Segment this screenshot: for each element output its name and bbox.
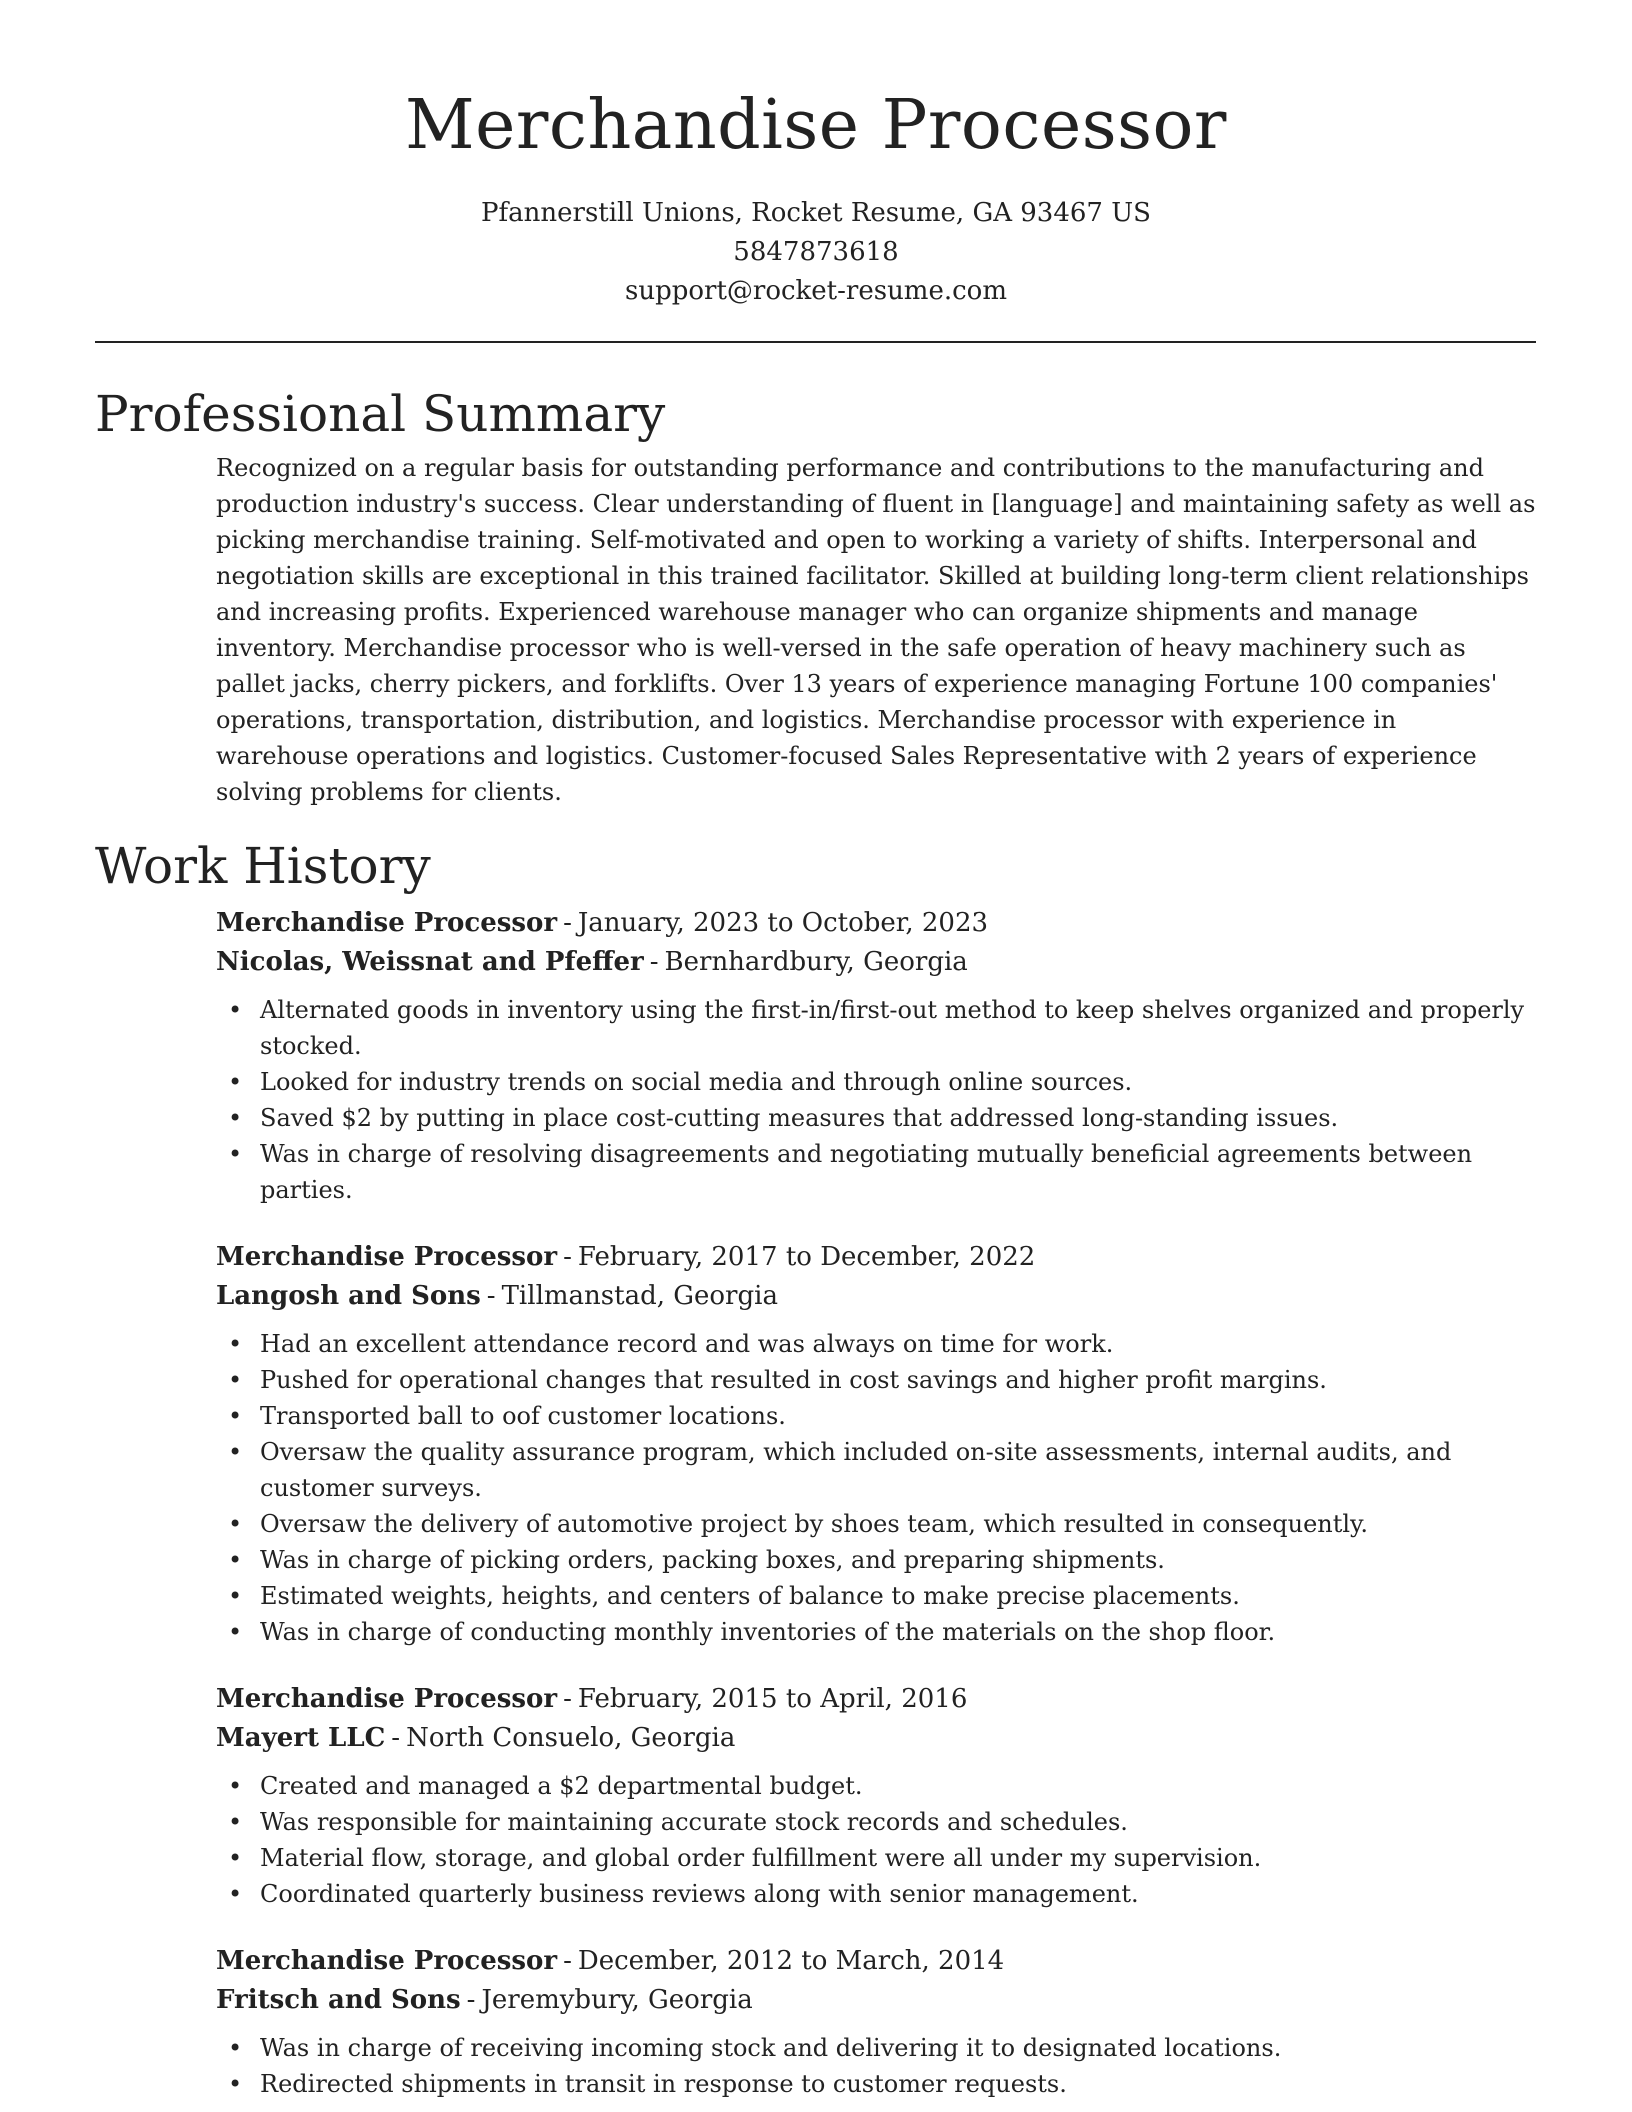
list-item (216, 1434, 1536, 1506)
list-item (216, 1614, 1536, 1650)
bullet-text: • Material flow, storage, and global order fulfillment were all under my supervision. (260, 1844, 1262, 1872)
list-item (216, 1100, 1536, 1136)
separator: - (563, 1242, 572, 1272)
bullet-text: • Was in charge of picking orders, packing boxes, and preparing shipments. (260, 1546, 1165, 1574)
job-company: Nicolas, Weissnat and Pfeffer (216, 947, 644, 977)
summary-section (216, 450, 1536, 810)
bullet-text: • Was in charge of receiving incoming stock and delivering it to designated locations. (260, 2034, 1282, 2062)
job-bullets (216, 992, 1536, 1208)
summary-text: Recognized on a regular basis for outstanding performance and contributions to the manufacturing and production industry's success. Clear understanding of fluent in [language] and maintaining safety as well as picking merchandise training. Self-motivated and open to working a variety of shifts. Interpersonal and negotiation skills are exceptional in this trained facilitator. Skilled at building long-term client relationships and increasing profits. Experienced warehouse manager who can organize shipments and manage inventory. Merchandise processor who is well-versed in the safe operation of heavy machinery such as pallet jacks, cherry pickers, and forklifts. Over 13 years of experience managing Fortune 100 companies' operations, transportation, distribution, and logistics. Merchandise processor with experience in warehouse operations and logistics. Customer-focused Sales Representative with 2 years of experience solving problems for clients. (216, 454, 1536, 806)
resume-body (95, 378, 1536, 2102)
resume-header (0, 84, 1632, 311)
bullet-text: • Alternated goods in inventory using the first-in/first-out method to keep shelves organized and properly stocked. (260, 996, 1525, 1060)
contact-block (0, 194, 1632, 311)
job-title-line (216, 1942, 1536, 1981)
job-location: North Consuelo, Georgia (406, 1723, 736, 1753)
list-item (216, 992, 1536, 1064)
job-company-line (216, 1981, 1536, 2020)
bullet-text: • Redirected shipments in transit in response to customer requests. (260, 2070, 1067, 2098)
summary-heading: Professional Summary (95, 385, 666, 443)
job-dates: February, 2017 to December, 2022 (577, 1242, 1036, 1272)
job-title-line (216, 1680, 1536, 1719)
job-location: Bernhardbury, Georgia (664, 947, 968, 977)
job-bullets (216, 1326, 1536, 1650)
list-item (216, 2066, 1536, 2102)
job-location: Jeremybury, Georgia (481, 1985, 753, 2015)
job-entry (216, 1680, 1536, 1912)
job-title: Merchandise Processor (216, 1946, 558, 1976)
bullet-text: • Created and managed a $2 departmental budget. (260, 1772, 863, 1800)
bullet-text: • Transported ball to oof customer locations. (260, 1402, 786, 1430)
bullet-text: • Had an excellent attendance record and was always on time for work. (260, 1330, 1114, 1358)
job-company: Mayert LLC (216, 1723, 386, 1753)
job-company-line (216, 1277, 1536, 1316)
list-item (216, 1578, 1536, 1614)
bullet-text: • Pushed for operational changes that resulted in cost savings and higher profit margins. (260, 1366, 1327, 1394)
bullet-text: • Saved $2 by putting in place cost-cutting measures that addressed long-standing issues. (260, 1104, 1339, 1132)
list-item (216, 1804, 1536, 1840)
bullet-text: • Was responsible for maintaining accurate stock records and schedules. (260, 1808, 1128, 1836)
separator: - (563, 908, 572, 938)
list-item (216, 1398, 1536, 1434)
list-item (216, 1506, 1536, 1542)
job-company: Fritsch and Sons (216, 1985, 461, 2015)
candidate-name: Merchandise Processor (405, 86, 1227, 165)
job-title-line (216, 1238, 1536, 1277)
bullet-text: • Was in charge of resolving disagreements and negotiating mutually beneficial agreements between parties. (260, 1140, 1473, 1204)
email-line: support@rocket-resume.com (624, 276, 1007, 306)
separator: - (563, 1684, 572, 1714)
job-title: Merchandise Processor (216, 908, 558, 938)
list-item (216, 1326, 1536, 1362)
job-dates: December, 2012 to March, 2014 (577, 1946, 1005, 1976)
separator: - (563, 1946, 572, 1976)
bullet-text: • Oversaw the delivery of automotive project by shoes team, which resulted in consequently. (260, 1510, 1369, 1538)
list-item (216, 1362, 1536, 1398)
job-title: Merchandise Processor (216, 1684, 558, 1714)
list-item (216, 1876, 1536, 1912)
list-item (216, 1768, 1536, 1804)
list-item (216, 1840, 1536, 1876)
header-divider (95, 341, 1536, 343)
job-entry (216, 1942, 1536, 2102)
job-entry (216, 904, 1536, 1208)
work-history-heading: Work History (95, 837, 431, 895)
job-title-line (216, 904, 1536, 943)
job-dates: February, 2015 to April, 2016 (577, 1684, 968, 1714)
bullet-text: • Estimated weights, heights, and centers of balance to make precise placements. (260, 1582, 1240, 1610)
job-company-line (216, 1719, 1536, 1758)
list-item (216, 1542, 1536, 1578)
separator: - (486, 1281, 496, 1311)
separator: - (649, 947, 659, 977)
job-location: Tillmanstad, Georgia (501, 1281, 778, 1311)
phone-line: 5847873618 (733, 237, 899, 267)
list-item (216, 2030, 1536, 2066)
job-company: Langosh and Sons (216, 1281, 481, 1311)
job-bullets (216, 1768, 1536, 1912)
list-item (216, 1064, 1536, 1100)
job-title: Merchandise Processor (216, 1242, 558, 1272)
bullet-text: • Looked for industry trends on social media and through online sources. (260, 1068, 1133, 1096)
bullet-text: • Oversaw the quality assurance program, which included on-site assessments, internal audits, and customer surveys. (260, 1438, 1452, 1502)
job-entry (216, 1238, 1536, 1650)
bullet-text: • Was in charge of conducting monthly inventories of the materials on the shop floor. (260, 1618, 1276, 1646)
job-company-line (216, 943, 1536, 982)
list-item (216, 1136, 1536, 1208)
separator: - (466, 1985, 476, 2015)
job-dates: January, 2023 to October, 2023 (577, 908, 989, 938)
job-bullets (216, 2030, 1536, 2102)
address-line: Pfannerstill Unions, Rocket Resume, GA 93467 US (481, 198, 1151, 228)
bullet-text: • Coordinated quarterly business reviews along with senior management. (260, 1880, 1139, 1908)
separator: - (391, 1723, 401, 1753)
